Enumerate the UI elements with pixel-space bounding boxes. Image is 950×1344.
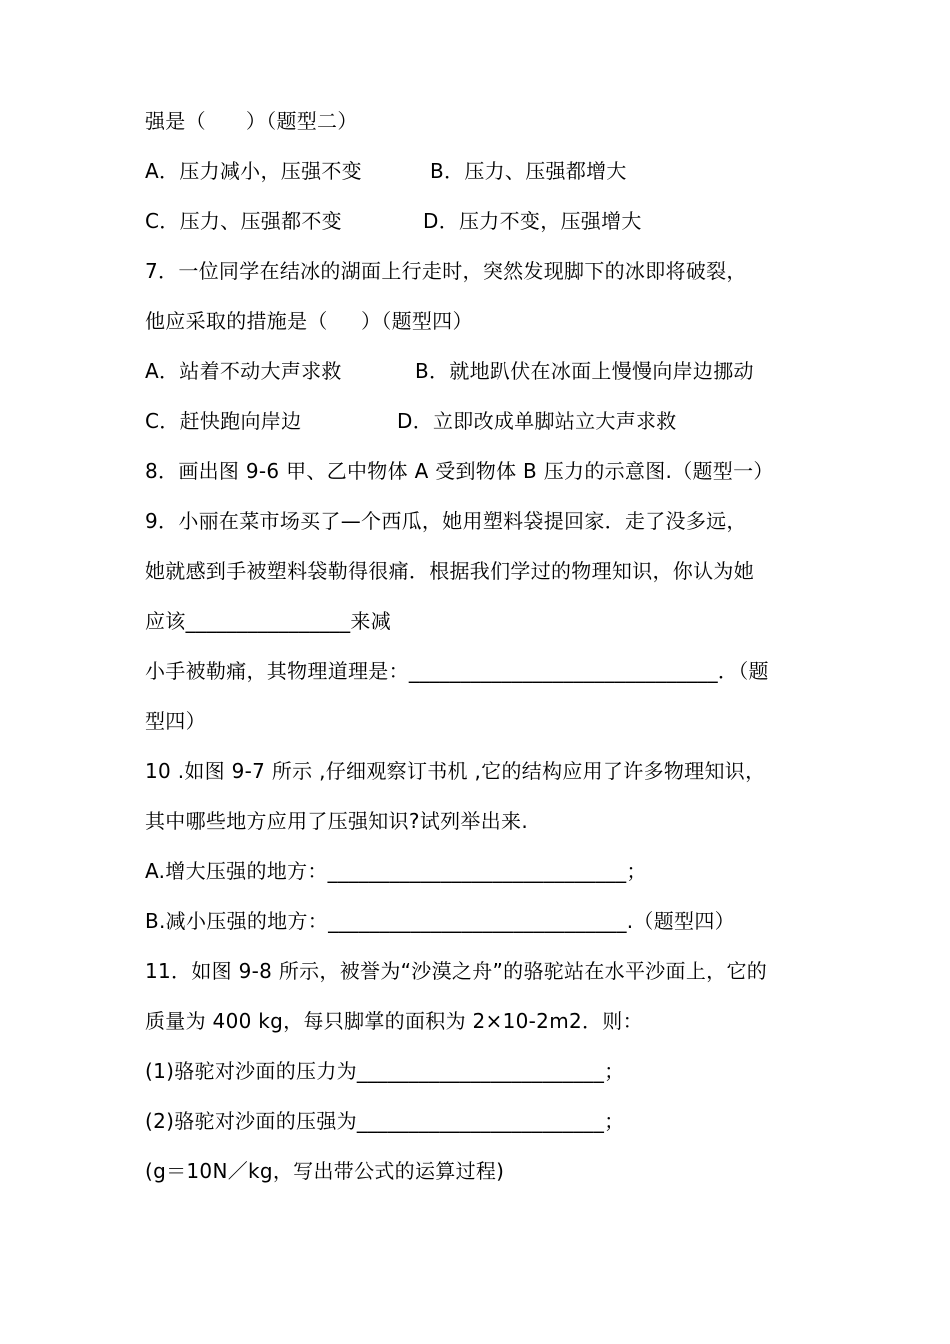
q7-option-d: D．立即改成单脚站立大声求救 <box>397 409 677 433</box>
q6-option-a: A．压力减小，压强不变 <box>145 159 362 183</box>
q6-option-b: B．压力、压强都增大 <box>430 159 627 183</box>
q10-stem-line2: 其中哪些地方应用了压强知识?试列举出来. <box>145 809 528 833</box>
q7-option-c: C．赶快跑向岸边 <box>145 409 302 433</box>
q6-option-d: D．压力不变，压强增大 <box>423 209 642 233</box>
q11-note: (g＝10N／kg，写出带公式的运算过程) <box>145 1159 505 1183</box>
q10-blank-a: A.增大压强的地方：_____________________________； <box>145 859 647 883</box>
q9-stem-line1: 9．小丽在菜市场买了—个西瓜，她用塑料袋提回家．走了没多远， <box>145 509 747 533</box>
q8-stem: 8．画出图 9-6 甲、乙中物体 A 受到物体 B 压力的示意图.（题型一） <box>145 459 774 483</box>
q10-stem-line1: 10 .如图 9-7 所示 ,仔细观察订书机 ,它的结构应用了许多物理知识， <box>145 759 766 783</box>
q7-option-a: A．站着不动大声求救 <box>145 359 342 383</box>
q11-blank-2: (2)骆驼对沙面的压强为________________________； <box>145 1109 625 1133</box>
q10-blank-b: B.减小压强的地方：_____________________________.（题型四） <box>145 909 735 933</box>
q7-stem-line2: 他应采取的措施是（ ）（题型四） <box>145 309 473 333</box>
q11-blank-1: (1)骆驼对沙面的压力为________________________； <box>145 1059 625 1083</box>
q6-option-c: C．压力、压强都不变 <box>145 209 342 233</box>
q6-stem-continuation: 强是（ ）（题型二） <box>145 109 358 133</box>
q9-type-tag: 型四） <box>145 709 206 733</box>
q9-blank-line1: 应该________________来减 <box>145 609 391 633</box>
q7-stem-line1: 7．一位同学在结冰的湖面上行走时，突然发现脚下的冰即将破裂， <box>145 259 747 283</box>
q9-stem-line2: 她就感到手被塑料袋勒得很痛．根据我们学过的物理知识，你认为她 <box>145 559 754 583</box>
q11-stem-line2: 质量为 400 kg，每只脚掌的面积为 2×10-2m2．则： <box>145 1009 643 1033</box>
q11-stem-line1: 11．如图 9-8 所示，被誉为“沙漠之舟”的骆驼站在水平沙面上，它的 <box>145 959 768 983</box>
q7-option-b: B．就地趴伏在冰面上慢慢向岸边挪动 <box>415 359 754 383</box>
q9-blank-line2: 小手被勒痛，其物理道理是：______________________________．（题 <box>145 659 769 683</box>
